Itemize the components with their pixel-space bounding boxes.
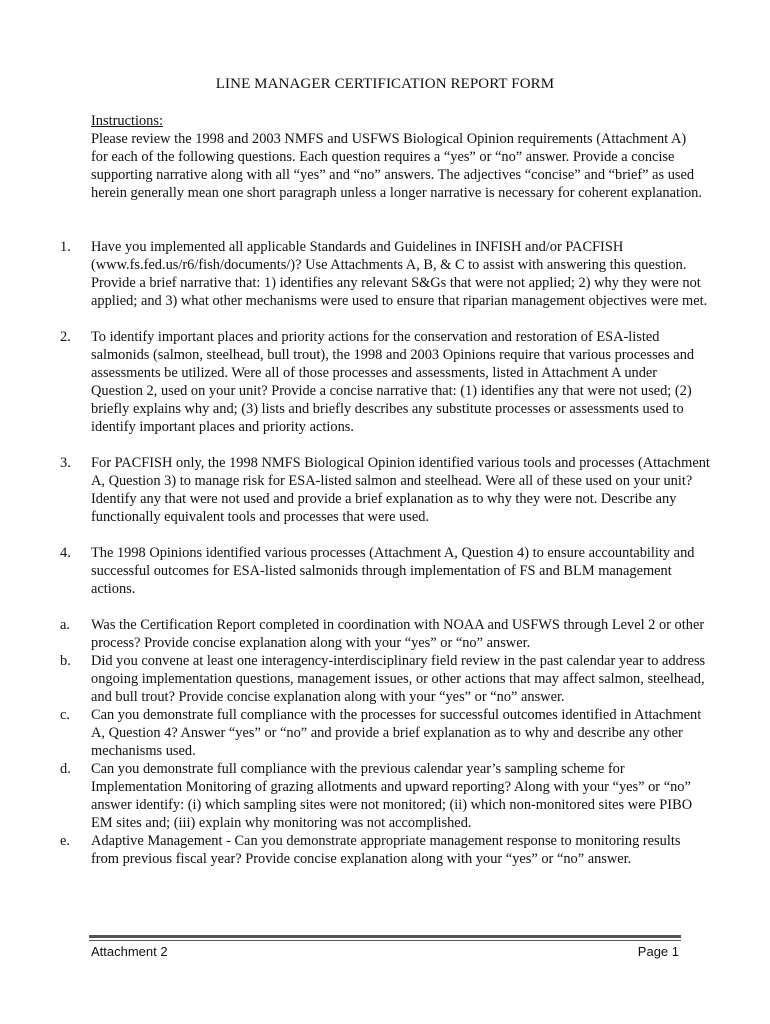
subquestion-letter: d. — [60, 761, 71, 777]
footer-page-number: Page 1 — [637, 944, 679, 959]
subquestion-a — [60, 616, 710, 652]
question-2 — [60, 328, 710, 436]
question-3 — [60, 454, 710, 526]
footer-divider — [89, 935, 681, 938]
question-number: 2. — [60, 329, 71, 345]
subquestion-c — [60, 706, 710, 760]
subquestion-letter: e. — [60, 833, 70, 849]
subquestion-text: Did you convene at least one interagency-interdisciplinary field review in the past calendar year to address ongoing implementation questions, management issues, or other actions that may affect salmon, steelhead, and bull trout? Provide concise explanation along with your “yes” or “no” answer. — [91, 653, 706, 705]
subquestion-text: Was the Certification Report completed in coordination with NOAA and USFWS through Level 2 or other process? Provide concise explanation along with your “yes” or “no” answer. — [91, 617, 705, 651]
footer-attachment-label: Attachment 2 — [91, 944, 168, 959]
instructions-heading: Instructions: — [91, 113, 163, 129]
page-title: LINE MANAGER CERTIFICATION REPORT FORM — [215, 76, 555, 92]
question-list — [60, 238, 710, 868]
subquestion-text: Adaptive Management - Can you demonstrate appropriate management response to monitoring results from previous fiscal year? Provide concise explanation along with your “yes” or “no” answer. — [91, 833, 681, 867]
question-text: To identify important places and priority actions for the conservation and restoration of ESA-listed salmonids (salmon, steelhead, bull trout), the 1998 and 2003 Opinions require that various processes and assessments be utilized. Were all of those processes and assessments, listed in Attachment A under Question 2, used on your unit? Provide a concise narrative that: (1) identifies any that were not used; (2) briefly explains why and; (3) lists and briefly describes any substitute processes or assessments used to identify important places and priority actions. — [91, 329, 695, 435]
instructions-body: Please review the 1998 and 2003 NMFS and USFWS Biological Opinion requirements (Attachment A) for each of the following questions. Each question requires a “yes” or “no” answer. Provide a concise supporting narrative along with all “yes” and “no” answers. The adjectives “concise” and “brief” as used herein generally mean one short paragraph unless a longer narrative is necessary for coherent explanation. — [91, 131, 702, 201]
question-number: 1. — [60, 239, 71, 255]
question-number: 3. — [60, 455, 71, 471]
question-text: Have you implemented all applicable Standards and Guidelines in INFISH and/or PACFISH (www.fs.fed.us/r6/fish/documents/)? Use Attachments A, B, & C to assist with answering this question. Provide a brief narrative that: 1) identifies any relevant S&Gs that were not applied; 2) why they were not applied; and 3) what other mechanisms were used to ensure that riparian management objectives were met. — [91, 239, 708, 309]
question-text: The 1998 Opinions identified various processes (Attachment A, Question 4) to ensure accountability and successful outcomes for ESA-listed salmonids through implementation of FS and BLM management actions. — [91, 545, 695, 597]
subquestion-b — [60, 652, 710, 706]
subquestion-letter: c. — [60, 707, 70, 723]
question-1 — [60, 238, 710, 310]
footer-divider-thin — [89, 940, 681, 941]
subquestion-d — [60, 760, 710, 832]
subquestion-e — [60, 832, 710, 868]
question-4 — [60, 544, 710, 598]
subquestion-letter: a. — [60, 617, 70, 633]
question-number: 4. — [60, 545, 71, 561]
subquestion-text: Can you demonstrate full compliance with the previous calendar year’s sampling scheme for Implementation Monitoring of grazing allotments and upward reporting? Along with your “yes” or “no” answer identify: (i) which sampling sites were not monitored; (ii) which non-monitored sites were PIBO EM sites and; (iii) explain why monitoring was not accomplished. — [91, 761, 693, 831]
question-text: For PACFISH only, the 1998 NMFS Biological Opinion identified various tools and processes (Attachment A, Question 3) to manage risk for ESA-listed salmon and steelhead. Were all of these used on your unit? Identify any that were not used and provide a brief explanation as to why they were not. Describe any functionally equivalent tools and processes that were used. — [91, 455, 710, 525]
subquestion-text: Can you demonstrate full compliance with the processes for successful outcomes identified in Attachment A, Question 4? Answer “yes” or “no” and provide a brief explanation as to why and describe any other mechanisms used. — [91, 707, 702, 759]
subquestion-letter: b. — [60, 653, 71, 669]
instructions-block — [91, 112, 703, 202]
